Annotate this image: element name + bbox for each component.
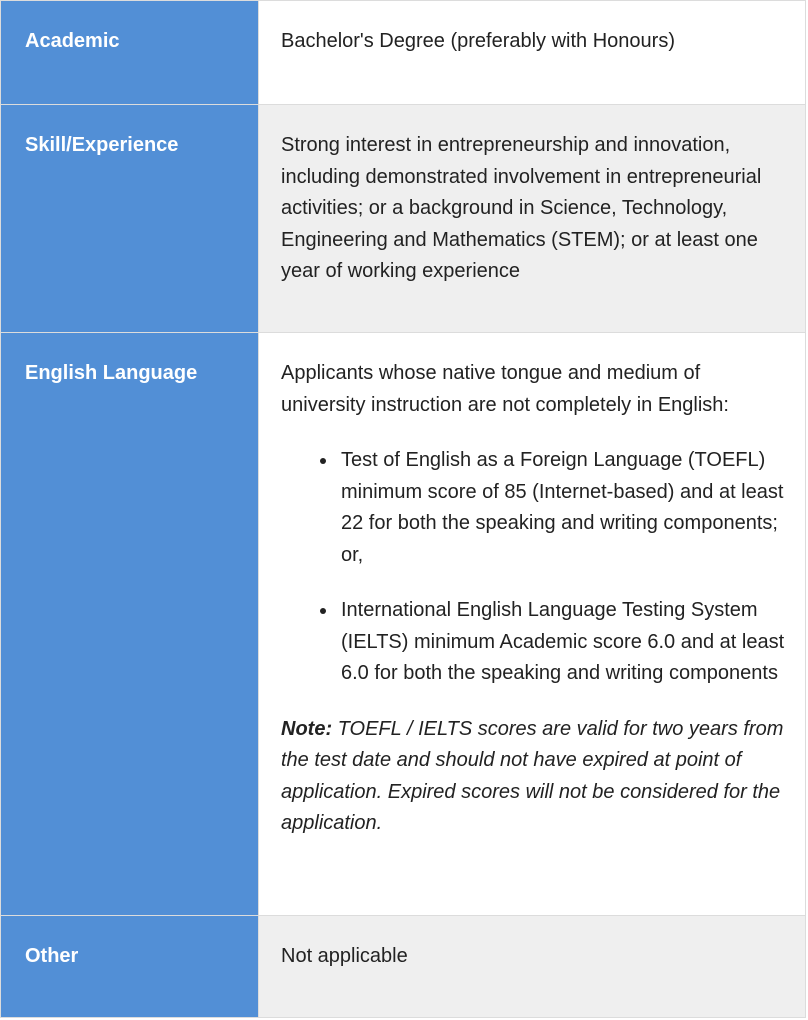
note-label: Note: [281, 717, 333, 740]
english-note [281, 714, 789, 840]
note-text: TOEFL / IELTS scores are valid for two years from the test date and should not have expired at point of application. Expired scores will not be considered for the application. [281, 717, 784, 834]
table-row-skill-experience [1, 104, 805, 332]
list-item-toefl [341, 445, 789, 571]
academic-requirement-text: Bachelor's Degree (preferably with Honours) [281, 30, 675, 52]
skill-experience-text: Strong interest in entrepreneurship and innovation, including demonstrated involvement in entrepreneurial activities; or a background in Science, Technology, Engineering and Mathematics (STEM); or at least one year of working experience [281, 134, 762, 282]
list-item-ielts [341, 595, 789, 690]
bullet-icon [320, 608, 326, 614]
ielts-requirement-text: International English Language Testing System (IELTS) minimum Academic score 6.0 and at least 6.0 for both the speaking and writing components [341, 599, 785, 684]
table-row-academic [1, 1, 805, 104]
table-row-other [1, 915, 805, 1017]
row-content-other [259, 916, 805, 1017]
row-label-other: Other [1, 916, 259, 1017]
row-label-academic: Academic [1, 1, 259, 104]
toefl-requirement-text: Test of English as a Foreign Language (TOEFL) minimum score of 85 (Internet-based) and at least 22 for both the speaking and writing components; or, [341, 449, 784, 566]
row-label-skill-experience: Skill/Experience [1, 105, 259, 332]
other-requirement-text: Not applicable [281, 945, 408, 967]
english-intro-text: Applicants whose native tongue and medium of university instruction are not completely in English: [281, 362, 729, 416]
bullet-icon [320, 458, 326, 464]
row-label-english-language: English Language [1, 333, 259, 915]
english-test-list [281, 445, 789, 690]
row-content-english-language [259, 333, 805, 915]
row-content-skill-experience [259, 105, 805, 332]
table-row-english-language [1, 332, 805, 915]
row-content-academic [259, 1, 805, 104]
